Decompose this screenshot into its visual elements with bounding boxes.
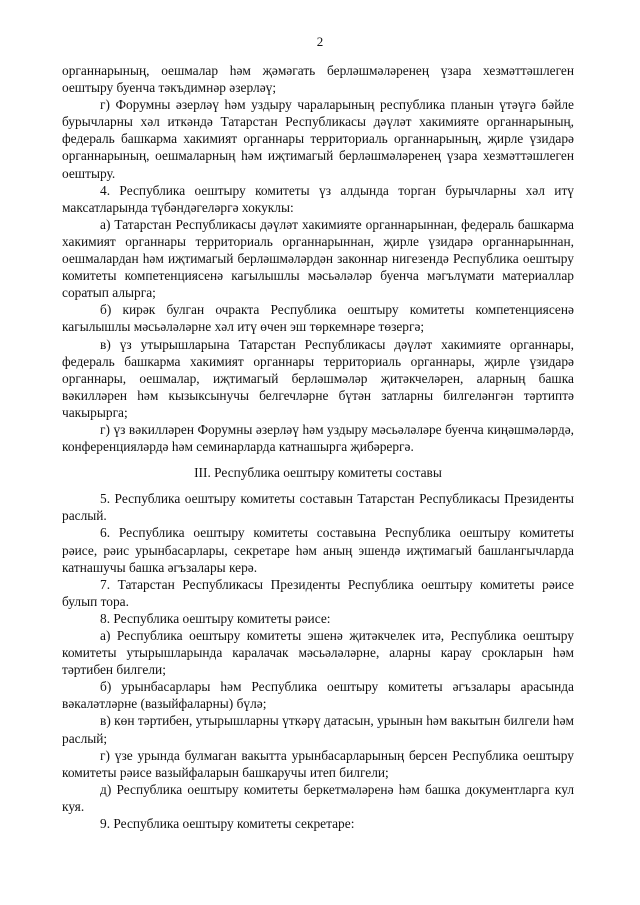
paragraph: г) үзе урында булмаган вакытта урынбасарларының берсен Республика оештыру комитеты рәисе вазыйфаларын башкаручы итеп билгели; xyxy=(62,747,574,780)
paragraph: б) кирәк булган очракта Республика оештыру комитеты компетенциясенә кагылышлы мәсьәләләрне хәл итү өчен эш төркемнәре төзергә; xyxy=(62,302,574,335)
paragraph: г) үз вәкилләрен Форумны әзерләү һәм уздыру мәсьәләләре буенча киңәшмәләрдә, конференцияләрдә һәм семинарларда катнашырга җибәрергә. xyxy=(62,421,574,455)
paragraph: органнарының, оешмалар һәм җәмәгать берләшмәләренең үзара хезмәттәшлеген оештыру буенча тәкъдимнәр әзерләү; xyxy=(62,63,574,96)
section-heading: III. Республика оештыру комитеты составы xyxy=(194,465,442,481)
paragraph: б) урынбасарлары һәм Республика оештыру комитеты әгъзалары арасында вәкаләтләрне (вазыйфаларны) бүлә; xyxy=(62,679,574,712)
paragraph: г) Форумны әзерләү һәм уздыру чараларының республика планын үтәүгә бәйле бурычларны хәл иткәндә Татарстан Республикасы дәүләт хакимияте органнарының, федераль башкарма хакимият органнары территориаль органнарының, җирле үзидарә органнарының, оешмаларның һәм иҗтимагый берләшмәләренең үзара хезмәттәшлеген оештыру. xyxy=(62,97,574,181)
paragraph: в) үз утырышларына Татарстан Республикасы дәүләт хакимияте органнары, федераль башкарма хакимият органнары территориаль органнары, җирле үзидарә органнары, оешмалар, иҗтимагый берләшмәләр җитәкчеләрен, аларның башка вәкилләрен һәм кызыксынучы белгечләрне бүтән затларны билгеләнгән тәртиптә чакырырга; xyxy=(62,336,574,420)
document-body xyxy=(62,62,574,832)
paragraph: в) көн тәртибен, утырышларны үткәрү датасын, урынын һәм вакытын билгели һәм раслый; xyxy=(62,713,574,746)
paragraph: 8. Республика оештыру комитеты рәисе: xyxy=(100,610,331,626)
paragraph: 5. Республика оештыру комитеты составын Татарстан Республикасы Президенты раслый. xyxy=(62,491,574,524)
paragraph: д) Республика оештыру комитеты беркетмәләренә һәм башка документларга кул куя. xyxy=(62,781,574,814)
paragraph: 7. Татарстан Республикасы Президенты Республика оештыру комитеты рәисе булып тора. xyxy=(62,576,574,609)
paragraph: а) Республика оештыру комитеты эшенә җитәкчелек итә, Республика оештыру комитеты утырышларында каралачак мәсьәләләрне, аларны карау срокларын һәм тәртибен билгели; xyxy=(62,628,574,678)
page-number: 2 xyxy=(316,34,324,49)
paragraph: 9. Республика оештыру комитеты секретаре: xyxy=(100,816,355,832)
paragraph: 4. Республика оештыру комитеты үз алдында торган бурычларны хәл итү максатларында түбәндәгеләргә хокуклы: xyxy=(62,182,574,215)
paragraph: 6. Республика оештыру комитеты составына Республика оештыру комитеты рәисе, рәис урынбасарлары, секретаре һәм аның эшендә иҗтимагый башлангычларда катнашучы башка әгъзалары керә. xyxy=(62,525,574,575)
paragraph: а) Татарстан Республикасы дәүләт хакимияте органнарыннан, федераль башкарма хакимият органнары территориаль органнарыннан, җирле үзидарә органнарыннан, оешмалардан һәм иҗтимагый берләшмәләрдән законнар нигезендә Республика оештыру комитеты компетенциясенә кагылышлы мәсьәләләр буенча мәгълүмати материаллар соратып алырга; xyxy=(62,216,574,301)
